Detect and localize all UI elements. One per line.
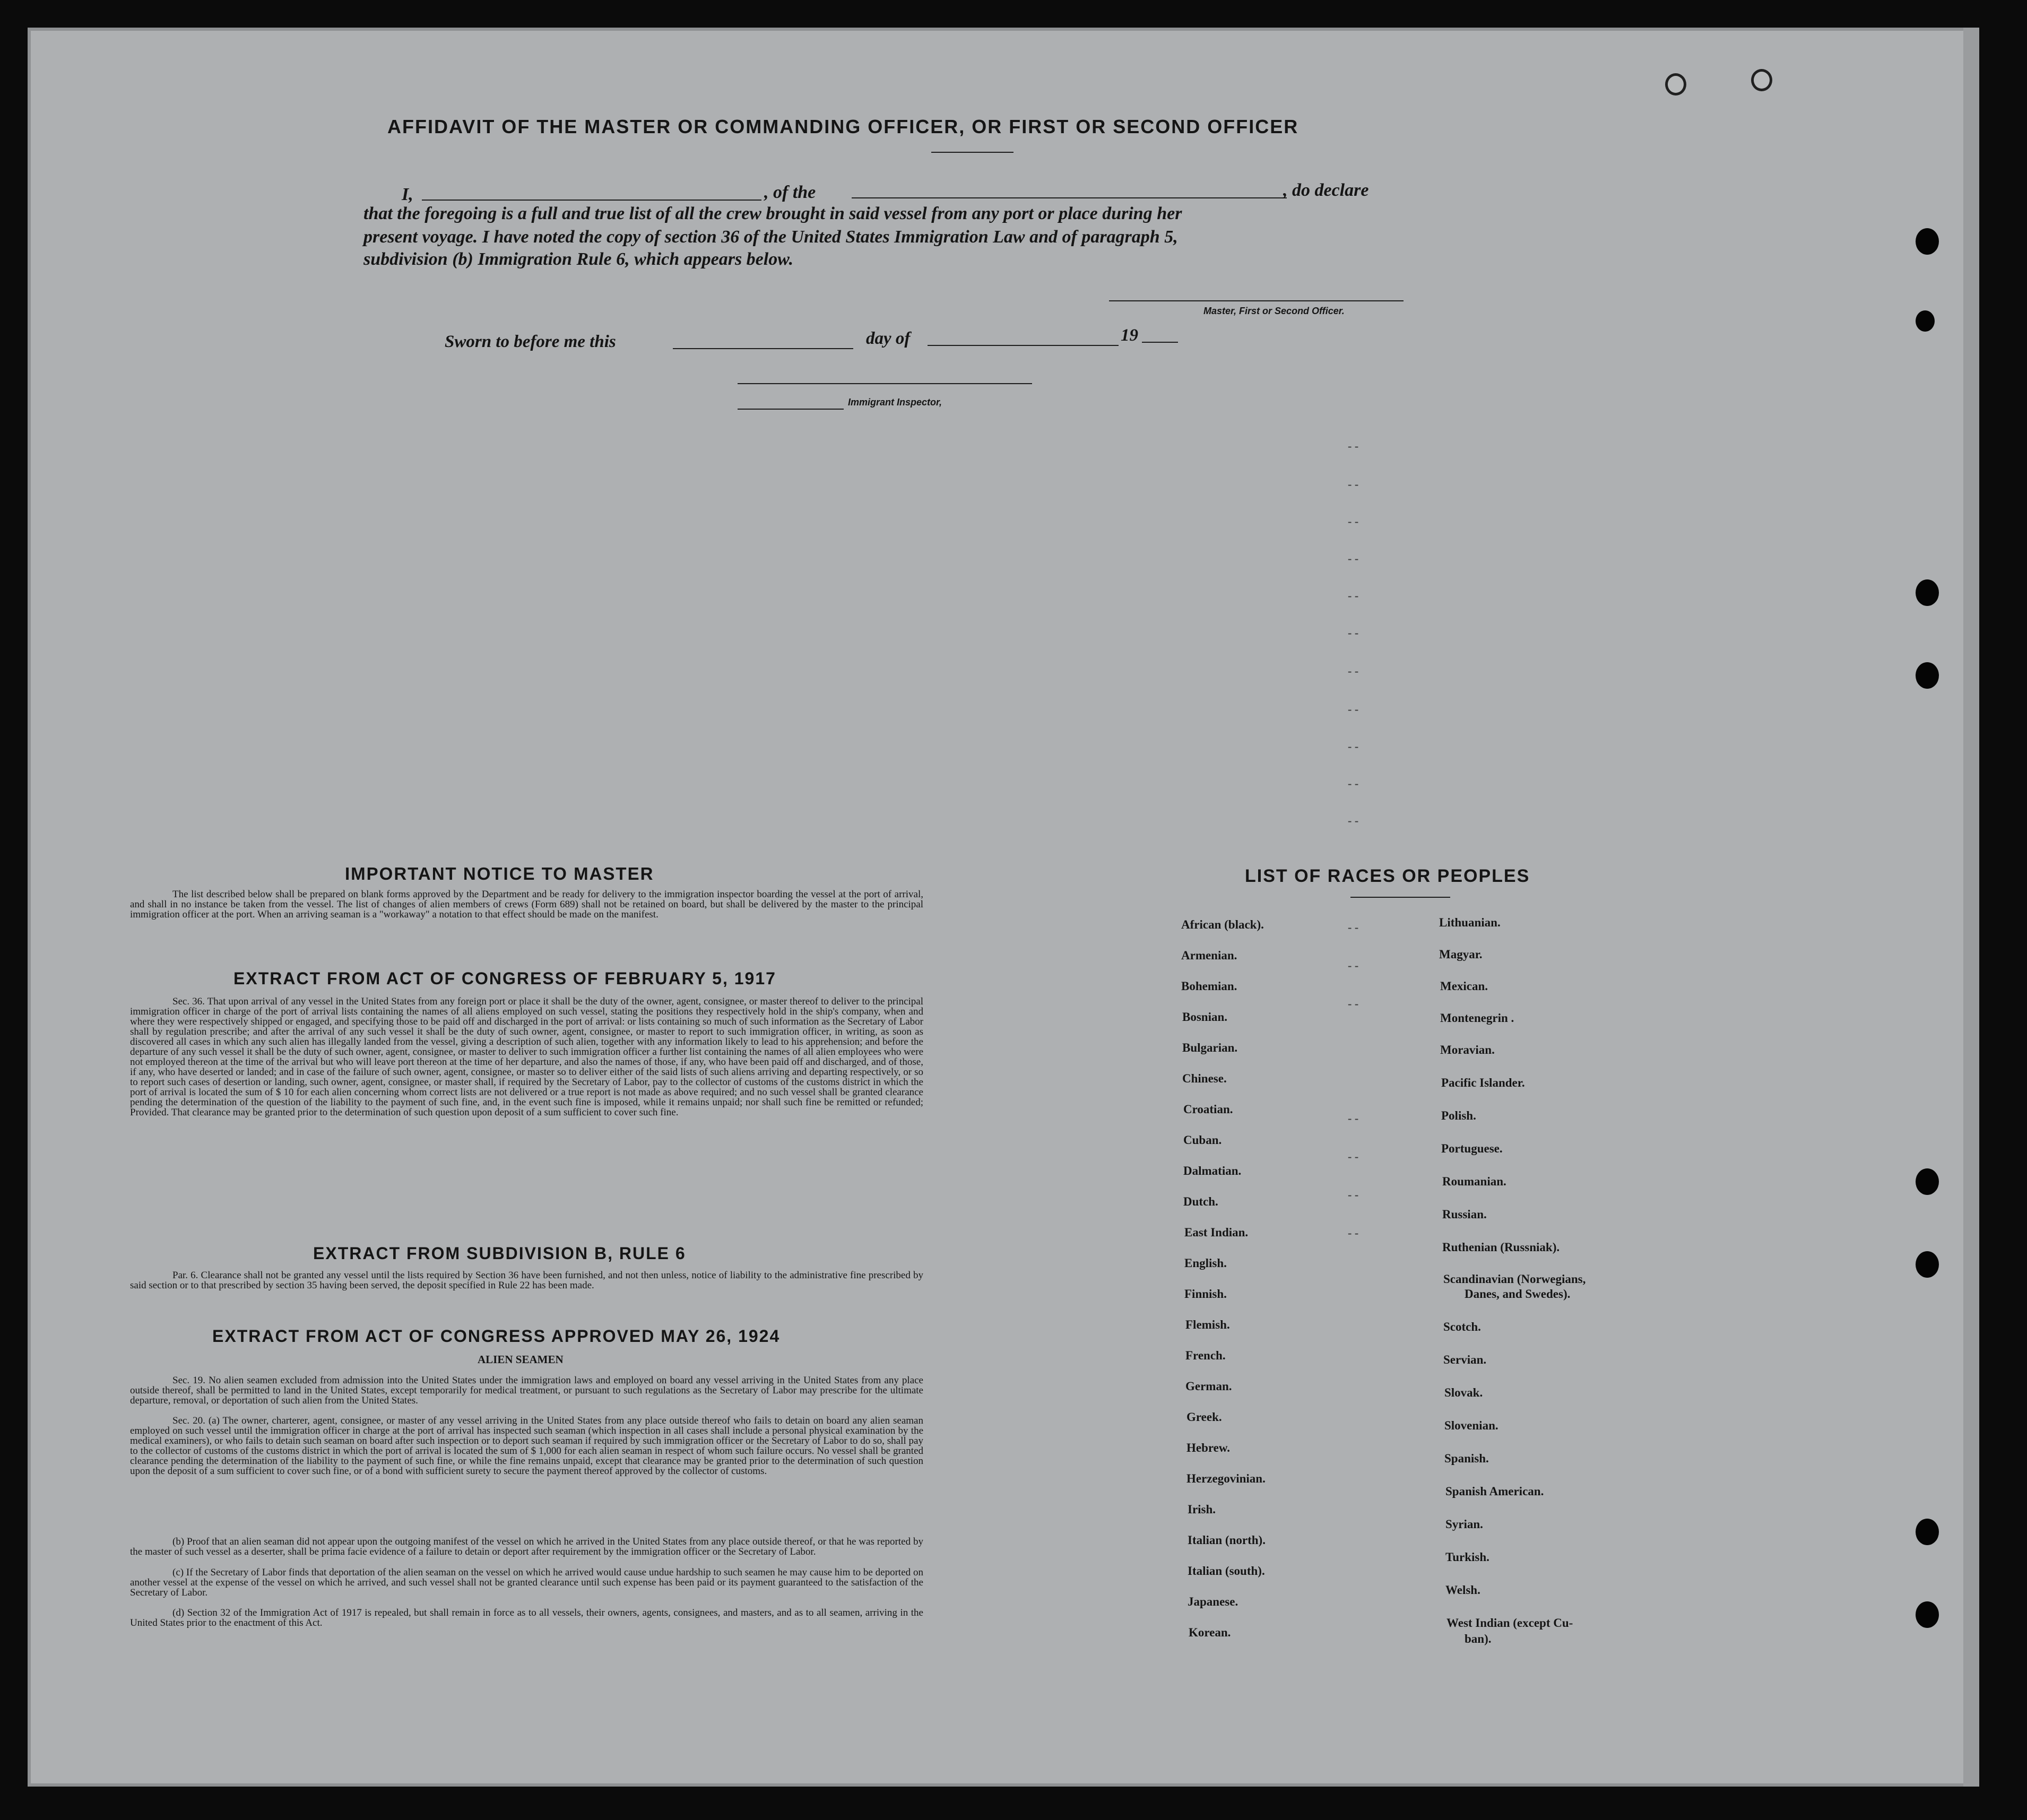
race-item: German. (1185, 1380, 1232, 1393)
affidavit-line3: present voyage. I have noted the copy of section 36 of the United States Immigration Law and of paragraph 5, (363, 227, 1178, 247)
race-item: Moravian. (1440, 1043, 1495, 1056)
extract-1924-para4: (c) If the Secretary of Labor finds that deportation of the alien seaman on the vessel on which he arrived would cause undue hardship to such seamen he may cause him to be deported on another vessel at the expense of the vessel on which he arrived, and such vessel shall not be granted clearance until such expense has been paid or its payment guaranteed to the satisfaction of the Secretary of Labor. (130, 1567, 923, 1598)
races-title: LIST OF RACES OR PEOPLES (1245, 866, 1530, 886)
race-item: Japanese. (1188, 1595, 1238, 1608)
race-item: Chinese. (1182, 1072, 1227, 1085)
race-item: Cuban. (1183, 1133, 1222, 1147)
race-item: Croatian. (1183, 1103, 1233, 1116)
bleed-mark: - - (1348, 552, 1359, 565)
page-edge (1963, 28, 1979, 1787)
race-item: Turkish. (1445, 1550, 1489, 1564)
bleed-mark: - - (1348, 921, 1359, 934)
inspector-line-top (738, 383, 1032, 384)
bleed-mark: - - (1348, 703, 1359, 716)
race-item: ban). (1465, 1632, 1492, 1645)
punch-hole (1916, 228, 1939, 255)
bleed-mark: - - (1348, 777, 1359, 790)
punch-hole (1916, 579, 1939, 606)
race-item: Polish. (1441, 1109, 1476, 1122)
year-prefix: 19 (1121, 326, 1138, 345)
punch-hole (1916, 1251, 1939, 1278)
race-item: Dalmatian. (1183, 1164, 1242, 1177)
race-item: Flemish. (1185, 1318, 1230, 1331)
race-item: Finnish. (1184, 1287, 1227, 1301)
race-item: Russian. (1442, 1208, 1487, 1221)
bleed-mark: - - (1348, 439, 1359, 453)
race-item: Bulgarian. (1182, 1041, 1238, 1054)
extract-1924-para5: (d) Section 32 of the Immigration Act of 1917 is repealed, but shall remain in force as to all vessels, their owners, agents, consignees, and masters, and as to all seamen, arriving in the United States prior to the enactment of this Act. (130, 1608, 923, 1628)
sworn-day-blank (673, 348, 853, 349)
race-item: Irish. (1188, 1503, 1216, 1516)
affidavit-line1-declare: , do declare (1283, 180, 1369, 200)
punch-hole (1916, 662, 1939, 689)
race-item: French. (1185, 1349, 1226, 1362)
bleed-mark: - - (1348, 626, 1359, 639)
extract-1924-para1: Sec. 19. No alien seamen excluded from admission into the United States under the immigration laws and employed on board any vessel arriving in the United States from any place outside thereof, shall be permitted to land in the United States, except temporarily for medical treatment, or pursuant to such regulations as the Secretary of Labor may prescribe for the ultimate departure, removal, or deportation of such alien from the United States. (130, 1375, 923, 1406)
race-item: Greek. (1186, 1410, 1222, 1424)
affidavit-line1-of-the: , of the (764, 183, 816, 202)
signature-label: Master, First or Second Officer. (1203, 306, 1345, 316)
affidavit-line2: that the foregoing is a full and true list of all the crew brought in said vessel from any port or place during her (363, 204, 1182, 223)
extract-1917-text: Sec. 36. That upon arrival of any vessel in the United States from any foreign port or place it shall be the duty of the owner, agent, consignee, or master thereof to deliver to the principal immigration officer in charge of the port of arrival lists containing the names of all aliens employed on such vessel, stating the positions they respectively hold in the ship's company, when and where they were respectively shipped or engaged, and specifying those to be paid off and discharged in the port of arrival: or lists containing so much of such information as the Secretary of Labor shall by regulation prescribe; and after the arrival of any such vessel it shall be the duty of such owner, agent, consignee, or master to report to such immigration officer, in writing, as soon as discovered all cases in which any such alien has illegally landed from the vessel, giving a description of such alien, together with any information likely to lead to his apprehension; and before the departure of any such vessel it shall be the duty of such owner, agent, consignee, or master to deliver to such immigration officer a further list containing the names of all alien employees who were not employed thereon at the time of the arrival but who will leave port thereon at the time of her departure, and also the names of those, if any, who have been paid off and discharged, and of those, if any, who have deserted or landed; and in case of the failure of such owner, agent, consignee, or master so to deliver either of the said lists of such aliens arriving and departing respectively, or so to report such cases of desertion or landing, such owner, agent, consignee, or master shall, if required by the Secretary of Labor, pay to the collector of customs of the customs district in which the port of arrival is located the sum of $ 10 for each alien concerning whom correct lists are not delivered or a true report is not made as above required; and no such vessel shall be granted clearance pending the determination of the question of the liability to the payment of such fine, and, in the event such fine is imposed, while it remains unpaid; nor shall such fine be remitted or refunded; Provided. That clearance may be granted prior to the determination of such question upon deposit of a sum sufficient to cover such fine. (130, 996, 923, 1118)
extract-1924-title: EXTRACT FROM ACT OF CONGRESS APPROVED MAY 26, 1924 (212, 1327, 781, 1346)
year-blank (1142, 342, 1178, 343)
race-item: Herzegovinian. (1186, 1472, 1266, 1485)
race-item: Montenegrin . (1440, 1011, 1514, 1025)
race-item: Magyar. (1439, 948, 1483, 961)
race-item: Welsh. (1445, 1583, 1480, 1597)
inspector-label: Immigrant Inspector, (848, 397, 942, 408)
race-item: English. (1184, 1256, 1227, 1270)
punch-hole (1916, 1519, 1939, 1545)
race-item: African (black). (1181, 918, 1264, 931)
vessel-blank (852, 197, 1287, 198)
sworn-text: Sworn to before me this (445, 332, 616, 351)
extract-1924-para3: (b) Proof that an alien seaman did not appear upon the outgoing manifest of the vessel on which he arrived in the United States from any place outside thereof, or that he was reported by the master of such vessel as a deserter, shall be prima facie evidence of a failure to detain or deport after requirement by the immigration officer or the Secretary of Labor. (130, 1537, 923, 1557)
race-item: Korean. (1189, 1626, 1231, 1639)
notice-text: The list described below shall be prepared on blank forms approved by the Department and be ready for delivery to the immigration inspector boarding the vessel at the port of arrival, and shall in no instance be taken from the vessel. The list of changes of alien members of crews (Form 689) shall not be retained on board, but shall be delivered by the master to the principal immigration officer at the port. When an arriving seaman is a "workaway" a notation to that effect should be made on the manifest. (130, 889, 923, 920)
extract-1924-subtitle: ALIEN SEAMEN (478, 1353, 564, 1366)
race-item: Slovak. (1444, 1386, 1483, 1399)
race-item: Hebrew. (1186, 1441, 1230, 1454)
subdivision-text: Par. 6. Clearance shall not be granted any vessel until the lists required by Section 36 have been furnished, and not then unless, notice of liability to the administrative fine prescribed by said section or to that prescribed by section 35 having been served, the deposit specified in Rule 22 has been made. (130, 1270, 923, 1291)
bleed-mark: - - (1348, 478, 1359, 491)
affidavit-title: AFFIDAVIT OF THE MASTER OR COMMANDING OFFICER, OR FIRST OR SECOND OFFICER (387, 116, 1299, 137)
bleed-mark: - - (1348, 740, 1359, 753)
bleed-mark: - - (1348, 1112, 1359, 1125)
race-item: East Indian. (1184, 1226, 1249, 1239)
affidavit-line1-i: I, (402, 185, 413, 204)
signature-line (1109, 300, 1404, 301)
bleed-mark: - - (1348, 1150, 1359, 1163)
punch-hole (1916, 310, 1935, 332)
extract-1917-title: EXTRACT FROM ACT OF CONGRESS OF FEBRUARY 5, 1917 (233, 969, 776, 988)
race-item: Slovenian. (1444, 1419, 1498, 1432)
month-blank (928, 345, 1119, 346)
race-item: Danes, and Swedes). (1465, 1287, 1571, 1301)
punch-hole (1916, 1601, 1939, 1628)
bleed-mark: - - (1348, 959, 1359, 972)
punch-hole (1916, 1168, 1939, 1195)
race-item: Servian. (1443, 1353, 1487, 1366)
day-of-text: day of (866, 329, 911, 348)
race-item: West Indian (except Cu- (1446, 1616, 1573, 1630)
races-underline (1350, 897, 1450, 898)
race-item: Spanish American. (1445, 1485, 1544, 1498)
notice-title: IMPORTANT NOTICE TO MASTER (345, 864, 654, 883)
bleed-mark: - - (1348, 997, 1359, 1010)
race-item: Ruthenian (Russniak). (1442, 1241, 1560, 1254)
punch-hole (1751, 69, 1772, 91)
race-item: Roumanian. (1442, 1175, 1506, 1188)
race-item: Pacific Islander. (1441, 1076, 1525, 1089)
race-item: Italian (south). (1188, 1564, 1265, 1578)
race-item: Scotch. (1443, 1320, 1481, 1333)
race-item: Bohemian. (1181, 980, 1237, 993)
inspector-line (738, 409, 844, 410)
race-item: Armenian. (1181, 949, 1237, 962)
race-item: Portuguese. (1441, 1142, 1503, 1155)
subdivision-title: EXTRACT FROM SUBDIVISION B, RULE 6 (313, 1244, 686, 1263)
race-item: Mexican. (1440, 980, 1488, 993)
race-item: Lithuanian. (1439, 916, 1501, 929)
race-item: Spanish. (1444, 1452, 1489, 1465)
race-item: Bosnian. (1182, 1010, 1228, 1024)
title-underline (931, 152, 1014, 153)
name-blank (422, 200, 761, 201)
bleed-mark: - - (1348, 589, 1359, 602)
bleed-mark: - - (1348, 1226, 1359, 1240)
bleed-mark: - - (1348, 664, 1359, 678)
race-item: Italian (north). (1188, 1533, 1266, 1547)
race-item: Syrian. (1445, 1518, 1483, 1531)
bleed-mark: - - (1348, 1188, 1359, 1201)
race-item: Scandinavian (Norwegians, (1443, 1272, 1586, 1286)
affidavit-line4: subdivision (b) Immigration Rule 6, which appears below. (363, 249, 794, 269)
extract-1924-para2: Sec. 20. (a) The owner, charterer, agent, consignee, or master of any vessel arriving in the United States from any place outside thereof who fails to detain on board any alien seaman employed on such vessel until the immigration officer in charge at the port of arrival has inspected such seaman (which inspection in all cases shall include a personal physical examination by the medical examiners), or who fails to detain such seaman on board after such inspection or to deport such seaman if required by such immigration officer or the Secretary of Labor to do so, shall pay to the collector of customs of the customs district in which the port of arrival is located the sum of $ 1,000 for each alien seaman in respect of whom such failure occurs. No vessel shall be granted clearance pending the determination of the liability to the payment of such fine, or while the fine remains unpaid, except that clearance may be granted prior to the determination of such question upon the deposit of a sum sufficient to cover such fine, or of a bond with sufficient surety to secure the payment thereof approved by the collector of customs. (130, 1416, 923, 1477)
punch-hole (1665, 73, 1686, 96)
race-item: Dutch. (1183, 1195, 1218, 1208)
bleed-mark: - - (1348, 515, 1359, 528)
bleed-mark: - - (1348, 814, 1359, 827)
